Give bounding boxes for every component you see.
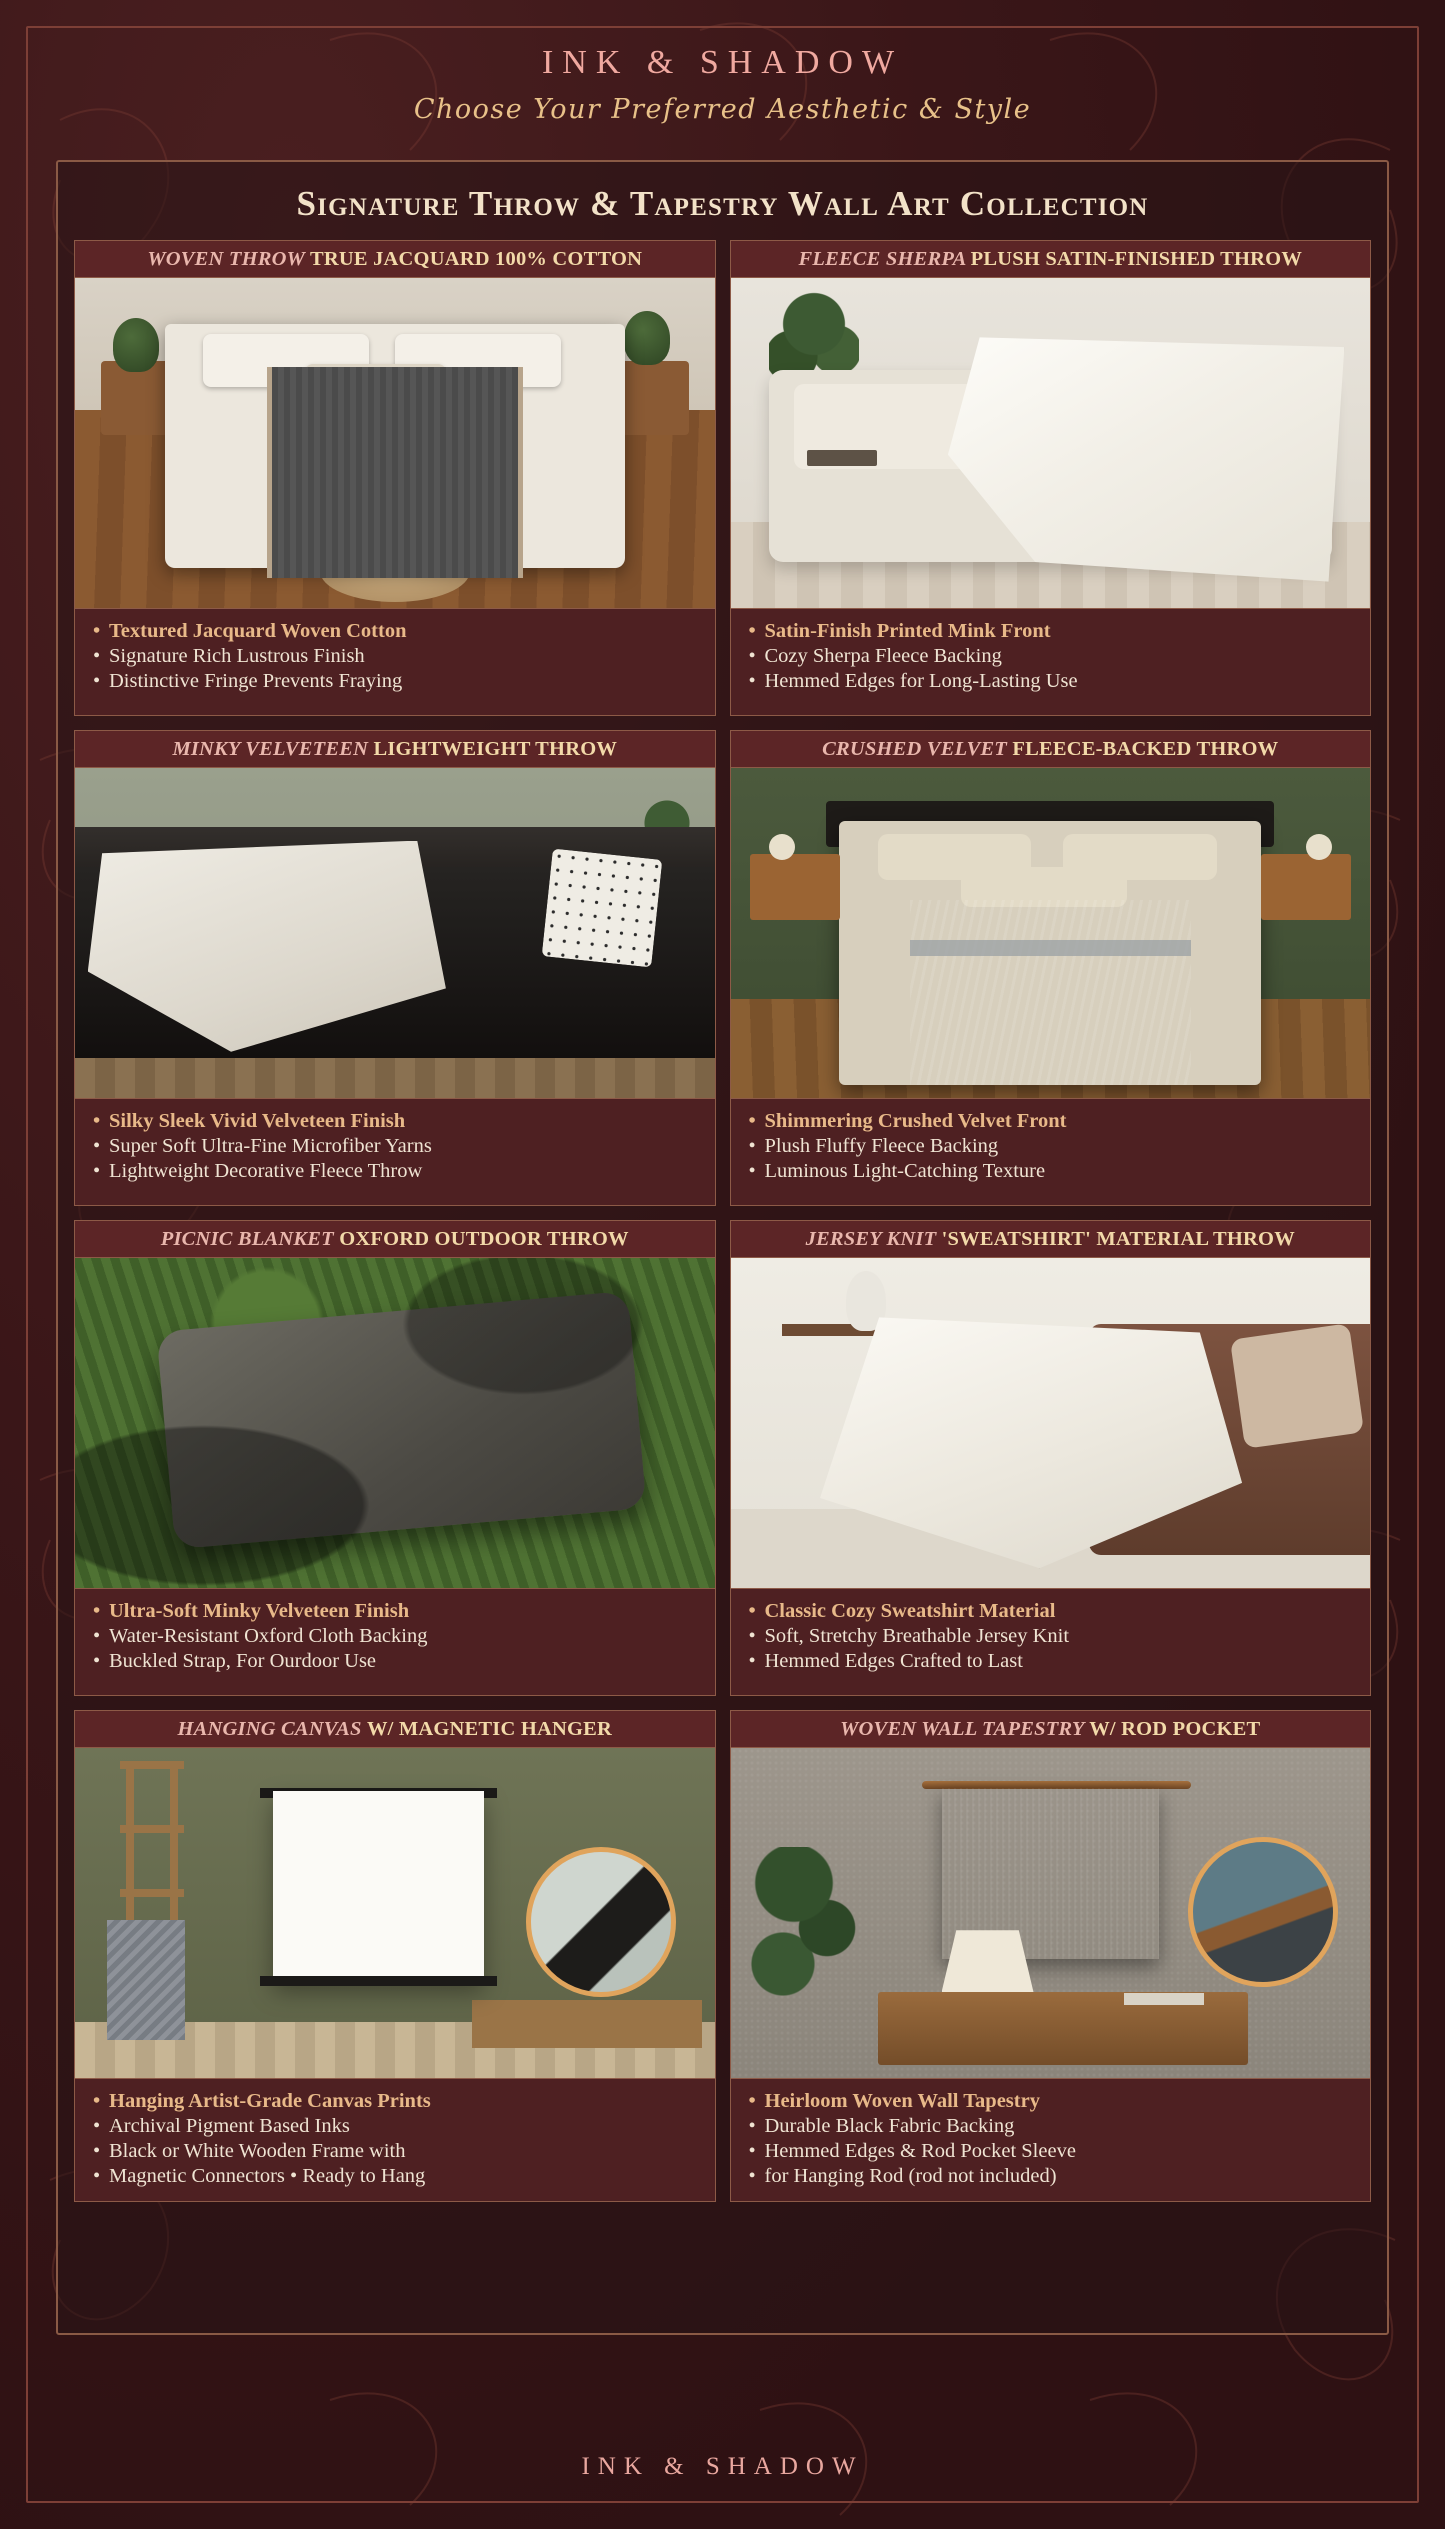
bullet-item: • Durable Black Fabric Backing xyxy=(747,2114,1357,2139)
bullet-item: • Lightweight Decorative Fleece Throw xyxy=(91,1159,701,1184)
product-bullets xyxy=(74,2078,716,2202)
woven-throw-on-bed-photo xyxy=(74,278,716,608)
bullet-item: • Hemmed Edges for Long-Lasting Use xyxy=(747,669,1357,694)
bullet-item: • Hemmed Edges & Rod Pocket Sleeve xyxy=(747,2139,1357,2164)
product-title-emphasis: MINKY VELVETEEN xyxy=(172,738,374,760)
woven-wall-tapestry-photo xyxy=(730,1748,1372,2078)
bullet-item: • Plush Fluffy Fleece Backing xyxy=(747,1134,1357,1159)
jersey-knit-throw-on-sofa-photo xyxy=(730,1258,1372,1588)
product-card-crushed-velvet[interactable] xyxy=(730,730,1372,1206)
product-title-emphasis: JERSEY KNIT xyxy=(805,1228,942,1250)
product-title-rest: FLEECE-BACKED THROW xyxy=(1012,738,1279,760)
product-title-rest: W/ ROD POCKET xyxy=(1089,1718,1261,1740)
product-bullets xyxy=(74,1588,716,1696)
bullet-item: • Heirloom Woven Wall Tapestry xyxy=(747,2089,1357,2114)
poster-header xyxy=(0,26,1445,158)
product-bullets xyxy=(730,1588,1372,1696)
bullet-item: • Silky Sleek Vivid Velveteen Finish xyxy=(91,1109,701,1134)
bullet-item: • Cozy Sherpa Fleece Backing xyxy=(747,644,1357,669)
product-title-emphasis: HANGING CANVAS xyxy=(177,1718,367,1740)
product-title-rest: 'SWEATSHIRT' MATERIAL THROW xyxy=(941,1228,1295,1250)
product-card-hanging-canvas[interactable] xyxy=(74,1710,716,2202)
footer-brand: INK & SHADOW xyxy=(581,2453,864,2480)
brand-title: INK & SHADOW xyxy=(541,44,904,81)
page-title: Signature Throw & Tapestry Wall Art Collection xyxy=(296,184,1149,223)
product-card-picnic-blanket[interactable] xyxy=(74,1220,716,1696)
minky-velveteen-throw-photo xyxy=(74,768,716,1098)
product-bullets xyxy=(74,608,716,716)
product-title xyxy=(74,240,716,278)
product-title-rest: PLUSH SATIN-FINISHED THROW xyxy=(970,248,1303,270)
bullet-item: • Black or White Wooden Frame with xyxy=(91,2139,701,2164)
bullet-item: • Ultra-Soft Minky Velveteen Finish xyxy=(91,1599,701,1624)
detail-inset-circle xyxy=(526,1847,676,1997)
product-title xyxy=(730,240,1372,278)
bullet-item: • Distinctive Fringe Prevents Fraying xyxy=(91,669,701,694)
product-title-emphasis: WOVEN WALL TAPESTRY xyxy=(840,1718,1090,1740)
hanging-canvas-photo xyxy=(74,1748,716,2078)
bullet-item-continuation: • for Hanging Rod (rod not included) xyxy=(747,2164,1357,2189)
product-card-jersey-knit[interactable] xyxy=(730,1220,1372,1696)
bullet-item: • Super Soft Ultra-Fine Microfiber Yarns xyxy=(91,1134,701,1159)
product-title-rest: W/ MAGNETIC HANGER xyxy=(366,1718,612,1740)
product-bullets xyxy=(730,608,1372,716)
product-title-rest: LIGHTWEIGHT THROW xyxy=(373,738,618,760)
bullet-item: • Hemmed Edges Crafted to Last xyxy=(747,1649,1357,1674)
product-card-fleece-sherpa[interactable] xyxy=(730,240,1372,716)
bullet-item: • Satin-Finish Printed Mink Front xyxy=(747,619,1357,644)
bullet-item: • Soft, Stretchy Breathable Jersey Knit xyxy=(747,1624,1357,1649)
collection-panel xyxy=(56,160,1389,2335)
brand-subtitle: Choose Your Preferred Aesthetic & Style xyxy=(413,94,1032,125)
picnic-blanket-on-grass-photo xyxy=(74,1258,716,1588)
product-grid xyxy=(74,240,1371,2202)
bullet-item: • Buckled Strap, For Ourdoor Use xyxy=(91,1649,701,1674)
bullet-item: • Classic Cozy Sweatshirt Material xyxy=(747,1599,1357,1624)
product-title xyxy=(74,1220,716,1258)
product-title-emphasis: CRUSHED VELVET xyxy=(822,738,1013,760)
bullet-item: • Water-Resistant Oxford Cloth Backing xyxy=(91,1624,701,1649)
bullet-item: • Archival Pigment Based Inks xyxy=(91,2114,701,2139)
crushed-velvet-throw-on-bed-photo xyxy=(730,768,1372,1098)
product-card-minky-velveteen[interactable] xyxy=(74,730,716,1206)
product-title-emphasis: WOVEN THROW xyxy=(147,248,311,270)
product-bullets xyxy=(74,1098,716,1206)
product-title xyxy=(74,730,716,768)
bullet-item: • Signature Rich Lustrous Finish xyxy=(91,644,701,669)
product-title-rest: OXFORD OUTDOOR THROW xyxy=(339,1228,629,1250)
product-bullets xyxy=(730,2078,1372,2202)
product-title xyxy=(730,1220,1372,1258)
product-title xyxy=(730,1710,1372,1748)
product-title xyxy=(74,1710,716,1748)
product-card-woven-throw[interactable] xyxy=(74,240,716,716)
sherpa-throw-on-sofa-photo xyxy=(730,278,1372,608)
bullet-item-continuation: • Magnetic Connectors • Ready to Hang xyxy=(91,2164,701,2189)
bullet-item: • Shimmering Crushed Velvet Front xyxy=(747,1109,1357,1134)
product-bullets xyxy=(730,1098,1372,1206)
detail-inset-circle xyxy=(1188,1837,1338,1987)
product-card-woven-wall-tapestry[interactable] xyxy=(730,1710,1372,2202)
bullet-item: • Luminous Light-Catching Texture xyxy=(747,1159,1357,1184)
product-title xyxy=(730,730,1372,768)
product-title-emphasis: FLEECE SHERPA xyxy=(798,248,971,270)
bullet-item: • Hanging Artist-Grade Canvas Prints xyxy=(91,2089,701,2114)
product-title-emphasis: PICNIC BLANKET xyxy=(160,1228,340,1250)
product-title-rest: TRUE JACQUARD 100% COTTON xyxy=(310,248,643,270)
bullet-item: • Textured Jacquard Woven Cotton xyxy=(91,619,701,644)
